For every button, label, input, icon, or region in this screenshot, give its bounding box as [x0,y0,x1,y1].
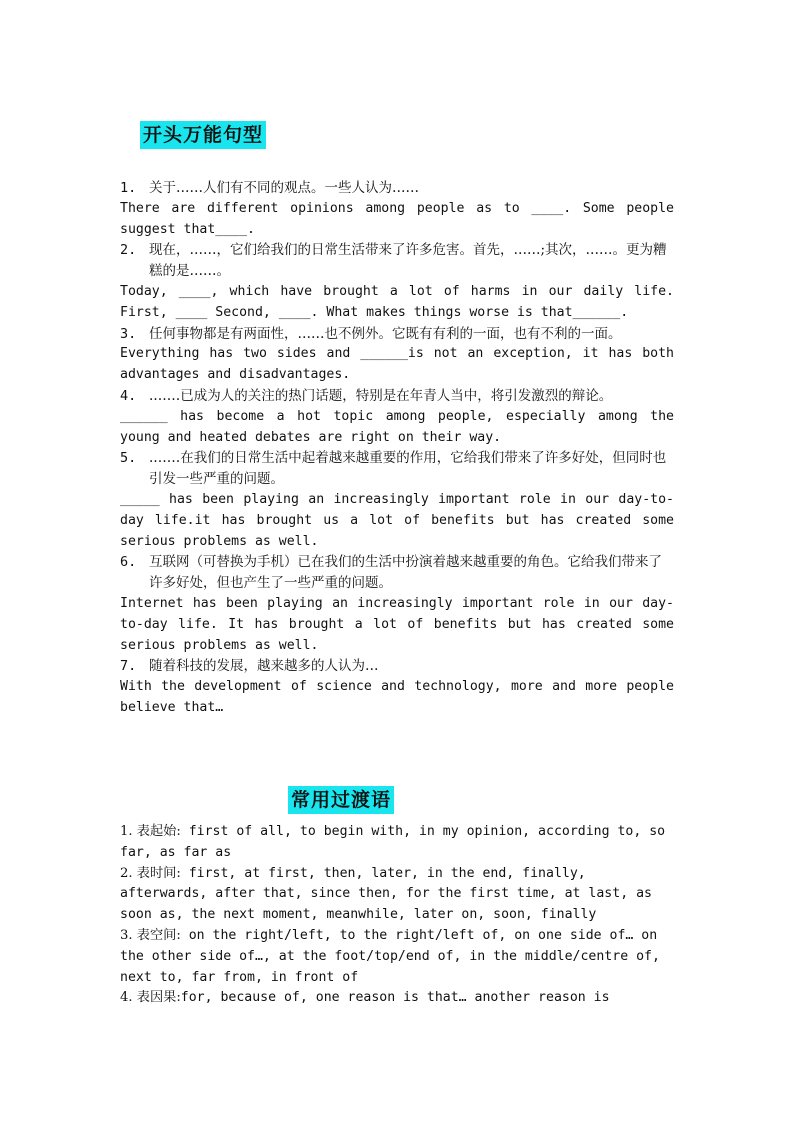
transition-item-2: 2. 表时间: first, at first, then, later, in the end, finally, afterwards, after that, since then, for the first time, at last, as soon as, the next moment, meanwhile, later on, soon, finally [120,865,652,923]
sentence-en-2: Today, ____, which have brought a lot of harms in our daily life. First, ____ Second, ____. What makes things worse is that______. [120,283,674,320]
transition-item-4: 4. 表因果:for, because of, one reason is that… another reason is [120,990,610,1006]
sentence-zh-4: 4. .……已成为人的关注的热门话题，特别是在年青人当中，将引发激烈的辩论。 [120,387,613,404]
sentence-en-3: Everything has two sides and ______is not an exception, it has both advantages and disadvantages. [120,346,674,383]
sentence-zh-5: 5. .……在我们的日常生活中起着越来越重要的作用，它给我们带来了许多好处，但同时也引发一些严重的问题。 [120,450,667,488]
section-heading-transitions: 常用过渡语 [288,786,394,814]
section-heading-opening-sentences: 开头万能句型 [140,121,266,149]
sentence-zh-7: 7. 随着科技的发展，越来越多的人认为… [120,658,379,675]
sentence-zh-6: 6. 互联网（可替换为手机）已在我们的生活中扮演着越来越重要的角色。它给我们带来了许多好处，但也产生了一些严重的问题。 [120,554,662,592]
transitions-list [120,822,668,1009]
opening-sentences-list [120,178,674,719]
transition-item-3: 3. 表空间: on the right/left, to the right/left of, on one side of… on the other side of…, at the foot/top/end of, in the middle/centre of, next to, far from, in front of [120,927,660,985]
sentence-en-1: There are different opinions among people as to ____. Some people suggest that____. [120,200,674,237]
sentence-en-6: Internet has been playing an increasingly important role in our day-to-day life. It has brought a lot of benefits but has created some serious problems as well. [120,595,674,653]
sentence-zh-2: 2. 现在，……，它们给我们的日常生活带来了许多危害。首先，……;其次，……。更为糟糕的是……。 [120,242,667,280]
sentence-en-4: ______ has become a hot topic among people, especially among the young and heated debates are right on their way. [120,408,674,445]
sentence-en-7: With the development of science and technology, more and more people believe that… [120,679,674,715]
transition-item-1: 1. 表起始: first of all, to begin with, in my opinion, according to, so far, as far as [120,824,666,860]
sentence-zh-1: 1. 关于……人们有不同的观点。一些人认为…… [120,180,419,196]
sentence-en-5: _____ has been playing an increasingly important role in our day-to-day life.it has brought us a lot of benefits but has created some serious problems as well. [120,491,674,549]
sentence-zh-3: 3. 任何事物都是有两面性，……也不例外。它既有有利的一面，也有不利的一面。 [120,325,622,342]
